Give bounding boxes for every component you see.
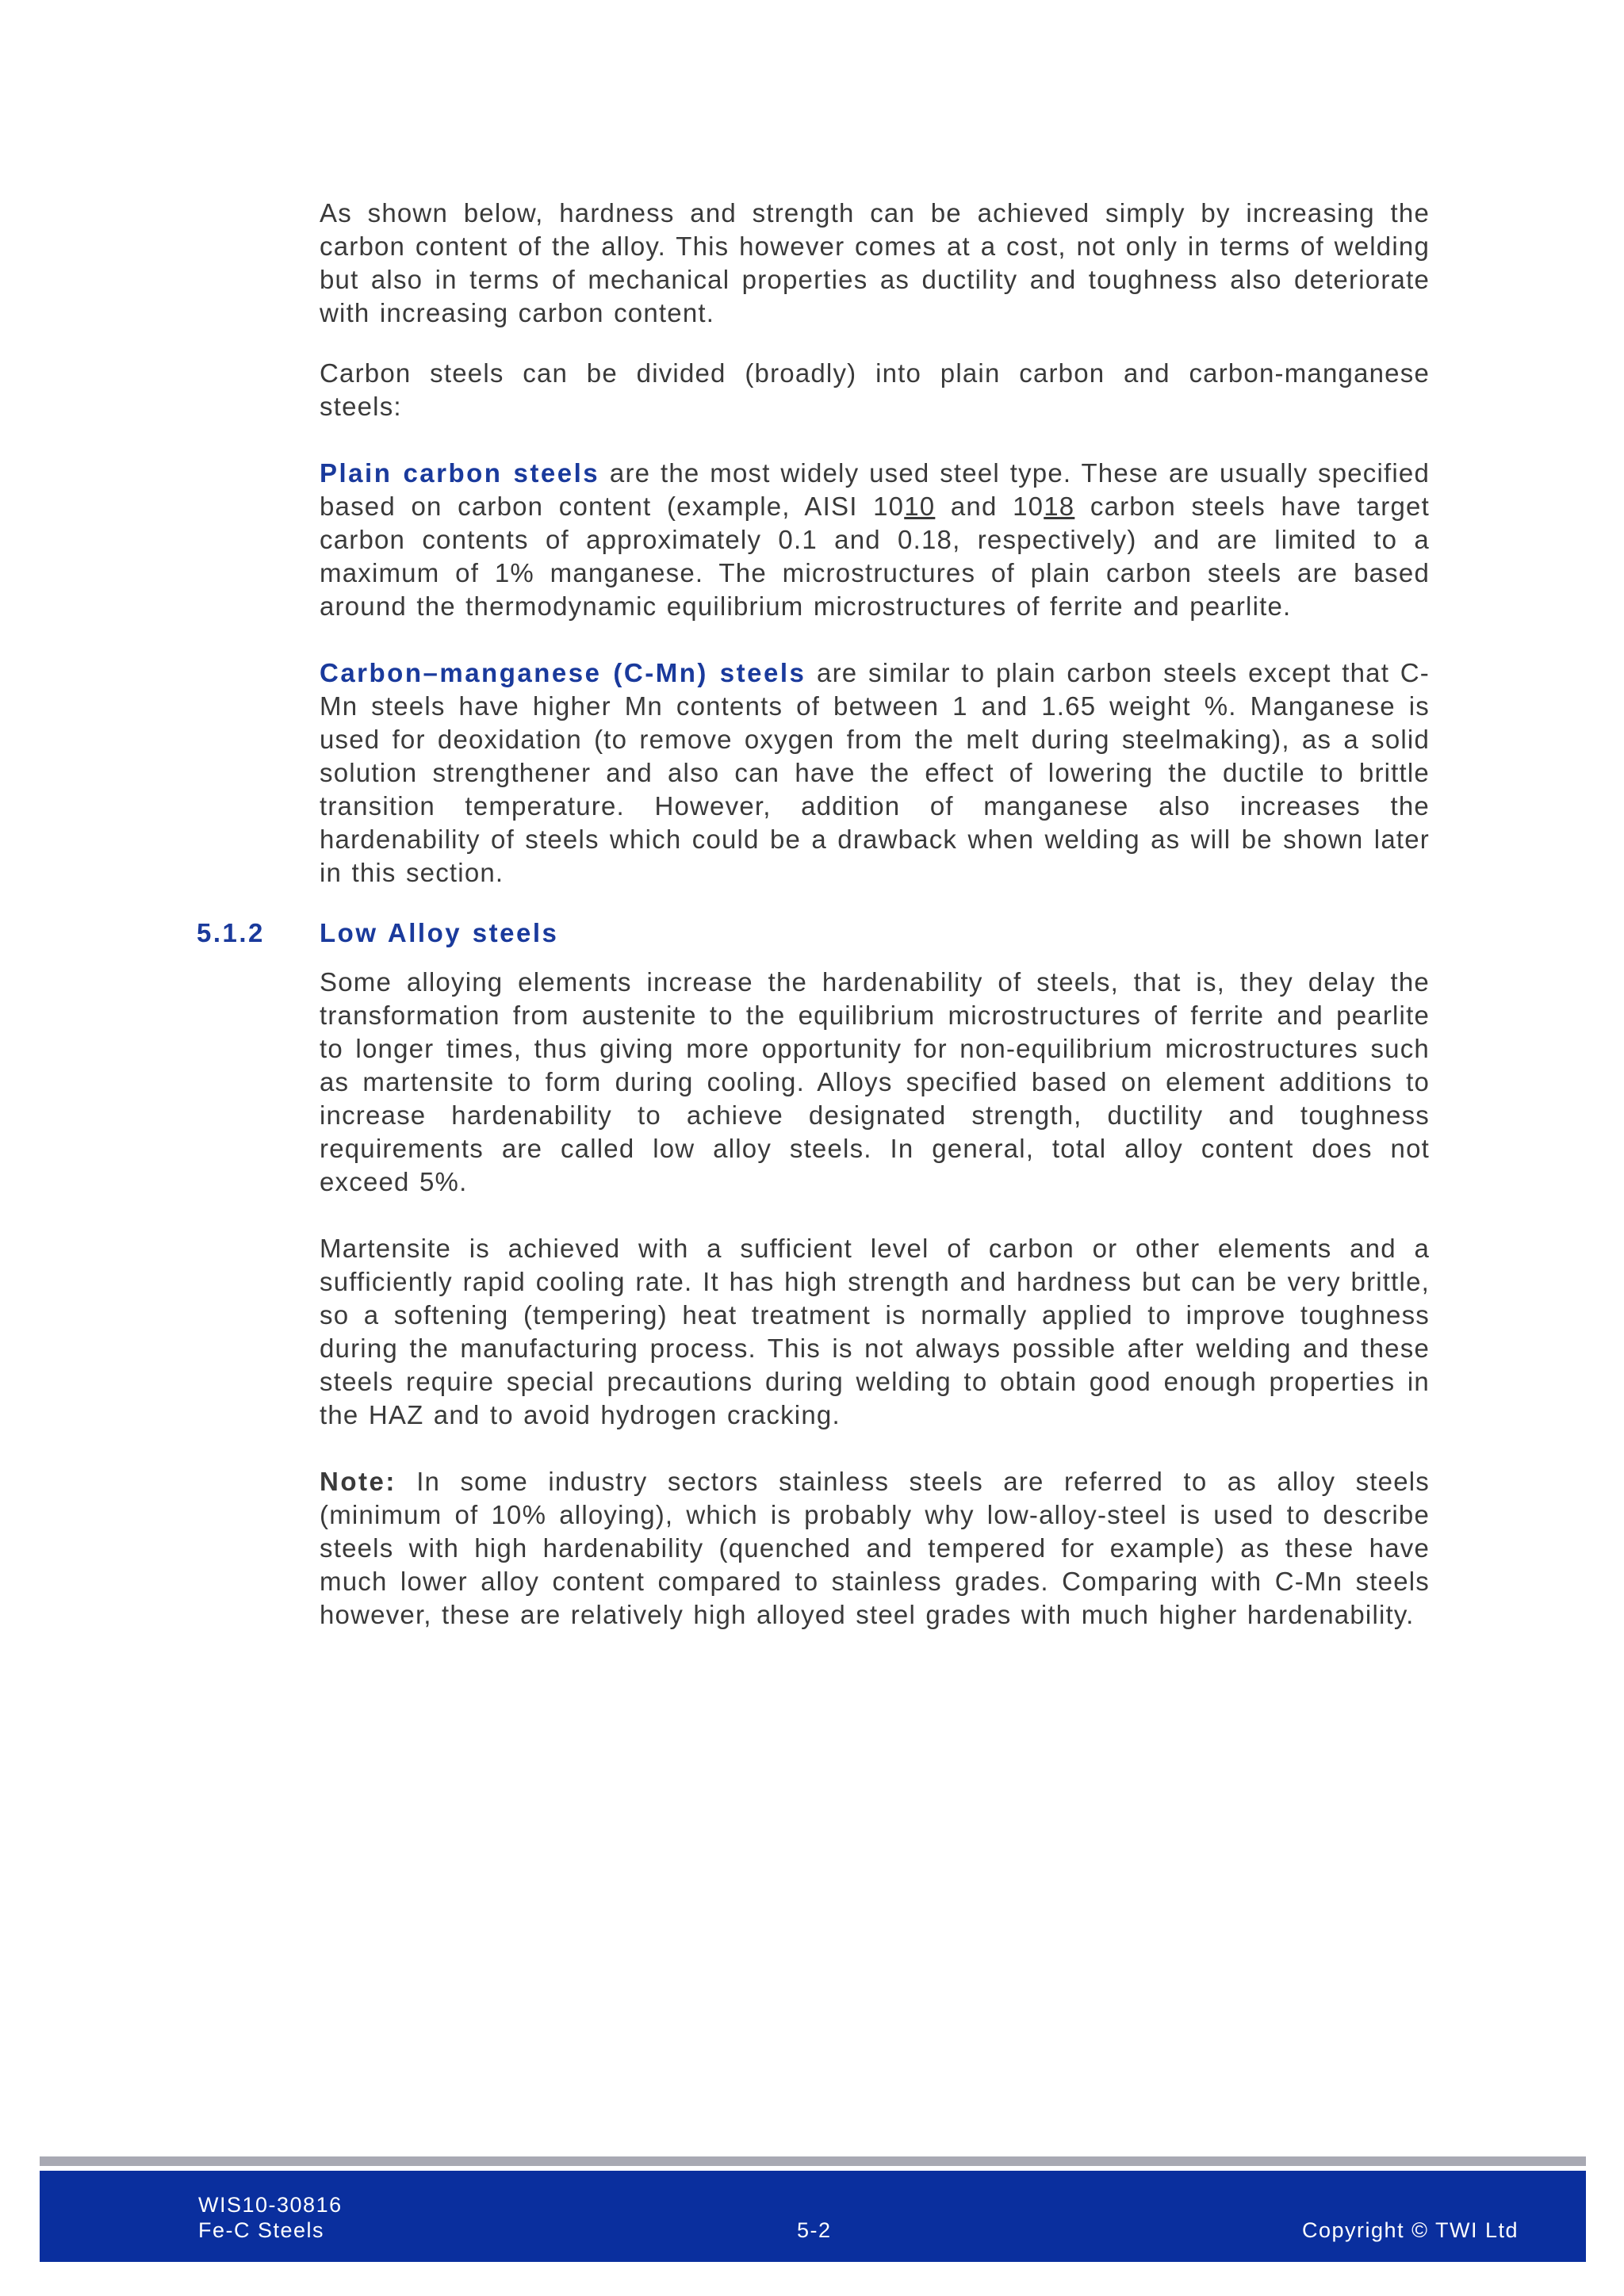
classification-paragraph: Carbon steels can be divided (broadly) into plain carbon and carbon-manganese steels: (320, 358, 1430, 421)
aisi-1018-underlined-digits: 18 (1044, 492, 1075, 521)
document-body (197, 197, 1430, 1659)
cmn-term: Carbon–manganese (C-Mn) steels (320, 658, 806, 687)
note-paragraph (320, 1465, 1430, 1632)
hardenability-paragraph: Some alloying elements increase the hardenability of steels, that is, they delay the transformation from austenite to the equilibrium microstructures of ferrite and pearlite to longer times, thus giving more opportunity for non-equilibrium microstructures such as martensite to form during cooling. Alloys specified based on element additions to increase hardenability to achieve designated strength, ductility and toughness requirements are called low alloy steels. In general, total alloy content does not exceed 5%. (320, 967, 1430, 1196)
plain-carbon-text-a: are the most widely used steel type. These are usually specified based on carbon content (example, AISI 10 (320, 458, 1430, 521)
cmn-paragraph (320, 656, 1430, 890)
note-label: Note: (320, 1467, 396, 1496)
cmn-text: are similar to plain carbon steels except that C-Mn steels have higher Mn contents of between 1 and 1.65 weight %. Manganese is used for deoxidation (to remove oxygen from the melt during steelmaking), as a solid solution strengthener and also can have the effect of lowering the ductile to brittle transition temperature. However, addition of manganese also increases the hardenability of steels which could be a drawback when welding as will be shown later in this section. (320, 658, 1430, 887)
plain-carbon-text-b: and 10 (935, 492, 1044, 521)
document-code: WIS10-30816 (198, 2193, 343, 2217)
plain-carbon-paragraph (320, 457, 1430, 623)
chapter-topic: Fe-C Steels (198, 2218, 325, 2242)
copyright-notice: Copyright © TWI Ltd (1302, 2218, 1519, 2242)
page-footer (40, 2171, 1586, 2262)
section-title: Low Alloy steels (320, 918, 559, 947)
plain-carbon-text-c: carbon steels have target carbon contents of approximately 0.1 and 0.18, respectively) and are limited to a maximum of 1% manganese. The microstructures of plain carbon steels are based around the thermodynamic equilibrium microstructures of ferrite and pearlite. (320, 492, 1430, 621)
martensite-paragraph: Martensite is achieved with a sufficient level of carbon or other elements and a sufficiently rapid cooling rate. It has high strength and hardness but can be very brittle, so a softening (tempering) heat treatment is normally applied to improve toughness during the manufacturing process. This is not always possible after welding and these steels require special precautions during welding to obtain good enough properties in the HAZ and to avoid hydrogen cracking. (320, 1234, 1430, 1429)
page-number: 5-2 (797, 2218, 832, 2242)
note-text: In some industry sectors stainless steels are referred to as alloy steels (minimum of 10% alloying), which is probably why low-alloy-steel is used to describe steels with high hardenability (quenched and tempered for example) as these have much lower alloy content compared to stainless grades. Comparing with C-Mn steels however, these are relatively high alloyed steel grades with much higher hardenability. (320, 1467, 1430, 1629)
aisi-1010-underlined-digits: 10 (904, 492, 936, 521)
section-heading (197, 916, 1430, 950)
plain-carbon-term: Plain carbon steels (320, 458, 600, 488)
intro-paragraph: As shown below, hardness and strength can be achieved simply by increasing the carbon content of the alloy. This however comes at a cost, not only in terms of welding but also in terms of mechanical properties as ductility and toughness also deteriorate with increasing carbon content. (320, 198, 1430, 327)
footer-divider (40, 2156, 1586, 2166)
section-number: 5.1.2 (197, 918, 265, 947)
